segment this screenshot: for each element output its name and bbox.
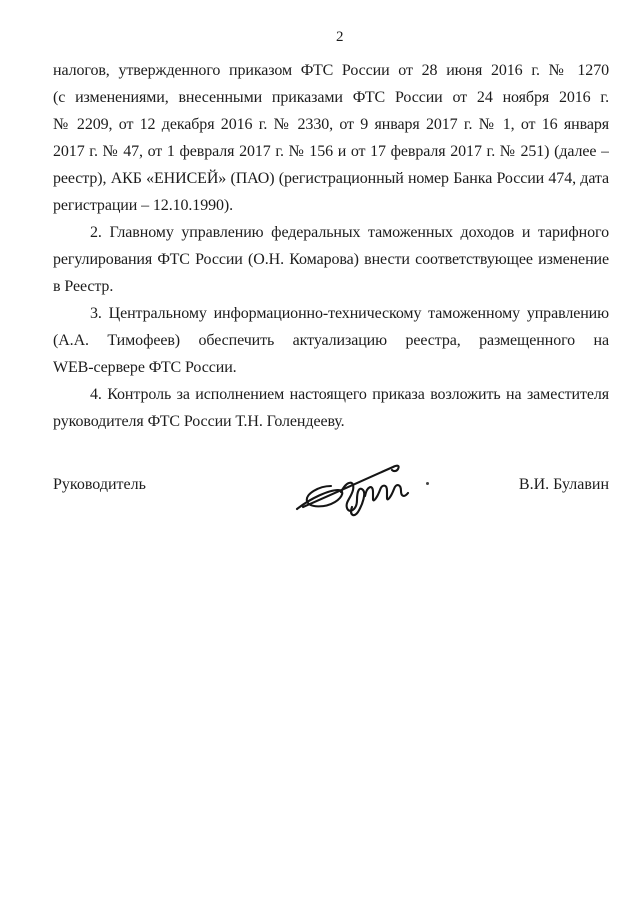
text-line: регулирования ФТС России (О.Н. Комарова) внести соответствующее изменение <box>53 251 609 268</box>
page-number: 2 <box>336 29 344 45</box>
ink-speck <box>426 482 429 485</box>
signer-title-label: Руководитель <box>53 476 146 493</box>
text-line: реестр), АКБ «ЕНИСЕЙ» (ПАО) (регистрационный номер Банка России 474, дата <box>53 170 609 187</box>
text-line: налогов, утвержденного приказом ФТС России от 28 июня 2016 г. № 1270 <box>53 62 609 79</box>
text-line: руководителя ФТС России Т.Н. Голендееву. <box>53 413 345 430</box>
document-body-text <box>53 57 609 435</box>
text-line: регистрации – 12.10.1990). <box>53 197 234 214</box>
text-line: 4. Контроль за исполнением настоящего приказа возложить на заместителя <box>90 386 609 403</box>
text-line: (А.А. Тимофеев) обеспечить актуализацию реестра, размещенного на <box>53 332 609 349</box>
text-line: в Реестр. <box>53 278 114 295</box>
text-line: 2. Главному управлению федеральных таможенных доходов и тарифного <box>90 224 609 241</box>
text-line: WEB-сервере ФТС России. <box>53 359 237 376</box>
handwritten-signature-icon <box>293 452 423 518</box>
text-line: № 2209, от 12 декабря 2016 г. № 2330, от 9 января 2017 г. № 1, от 16 января <box>53 116 609 133</box>
text-line: 3. Центральному информационно-техническому таможенному управлению <box>90 305 609 322</box>
text-line: 2017 г. № 47, от 1 февраля 2017 г. № 156 и от 17 февраля 2017 г. № 251) (далее – <box>53 143 609 160</box>
text-line: (с изменениями, внесенными приказами ФТС России от 24 ноября 2016 г. <box>53 89 609 106</box>
signer-name: В.И. Булавин <box>518 476 609 493</box>
